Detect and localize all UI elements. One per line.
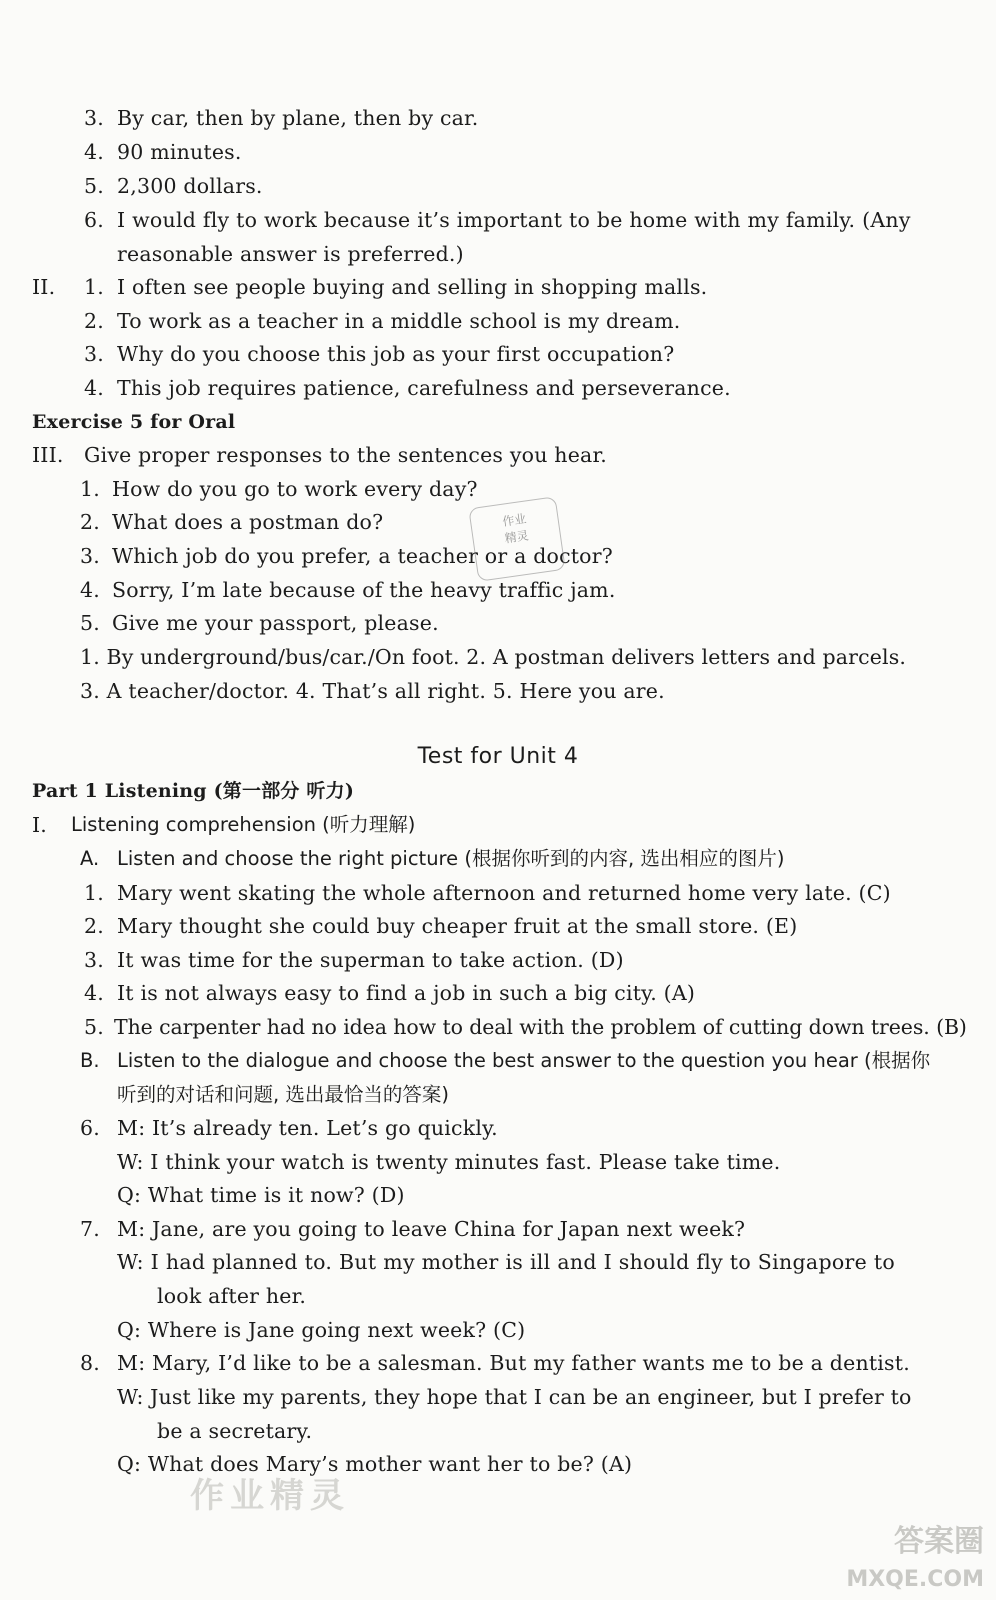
section-label: I. xyxy=(32,813,48,837)
item-number: 3. xyxy=(84,948,104,972)
item-text: Give me your passport, please. xyxy=(112,611,439,635)
item-text: This job requires patience, carefulness and perseverance. xyxy=(117,376,731,400)
item-number: 5. xyxy=(84,1015,104,1039)
speaker-w: W: I think your watch is twenty minutes fast. Please take time. xyxy=(117,1150,781,1174)
item-text: I often see people buying and selling in shopping malls. xyxy=(117,275,708,299)
answers-line: 3. A teacher/doctor. 4. That’s all right. 5. Here you are. xyxy=(80,679,665,703)
item-number: 3. xyxy=(84,106,104,130)
item-number: 6. xyxy=(80,1116,100,1140)
section-label: III. xyxy=(32,443,64,467)
subsection-label: B. xyxy=(80,1049,100,1072)
speaker-m: M: It’s already ten. Let’s go quickly. xyxy=(117,1116,498,1140)
item-number: 2. xyxy=(80,510,100,534)
speaker-w: W: I had planned to. But my mother is ill and I should fly to Singapore to xyxy=(117,1250,896,1274)
item-text: Which job do you prefer, a teacher or a doctor? xyxy=(112,544,613,568)
corner-logo: 答案圈 xyxy=(894,1524,984,1559)
item-number: 4. xyxy=(84,140,104,164)
item-text: reasonable answer is preferred.) xyxy=(117,242,464,266)
speaker-w-continued: be a secretary. xyxy=(157,1419,313,1443)
section-label: II. xyxy=(32,275,56,299)
item-text: The carpenter had no idea how to deal with the problem of cutting down trees. (B) xyxy=(114,1015,967,1039)
item-number: 4. xyxy=(84,376,104,400)
item-number: 4. xyxy=(84,981,104,1005)
subsection-label: A. xyxy=(80,847,100,870)
item-text: How do you go to work every day? xyxy=(112,477,478,501)
item-number: 6. xyxy=(84,208,104,232)
item-text: 2,300 dollars. xyxy=(117,174,263,198)
item-number: 3. xyxy=(84,342,104,366)
item-text: What does a postman do? xyxy=(112,510,384,534)
question-q: Q: What does Mary’s mother want her to be? (A) xyxy=(117,1452,633,1476)
item-number: 3. xyxy=(80,544,100,568)
part-heading: Part 1 Listening (第一部分 听力) xyxy=(32,780,355,802)
subsection-title: Listen and choose the right picture (根据你听到的内容, 选出相应的图片) xyxy=(117,847,785,870)
item-text: Mary went skating the whole afternoon and returned home very late. (C) xyxy=(117,881,891,905)
item-number: 7. xyxy=(80,1217,100,1241)
instruction-text: Give proper responses to the sentences you hear. xyxy=(84,443,607,467)
corner-url: MXQE.COM xyxy=(846,1567,984,1592)
item-text: It was time for the superman to take action. (D) xyxy=(117,948,624,972)
item-text: I would fly to work because it’s important to be home with my family. (Any xyxy=(117,208,911,232)
item-number: 8. xyxy=(80,1351,100,1375)
item-number: 2. xyxy=(84,309,104,333)
watermark-text: 作业精灵 xyxy=(190,1476,350,1516)
subsection-title: Listen to the dialogue and choose the best answer to the question you hear (根据你 xyxy=(117,1049,931,1072)
item-number: 2. xyxy=(84,914,104,938)
speaker-w: W: Just like my parents, they hope that I can be an engineer, but I prefer to xyxy=(117,1385,912,1409)
speaker-w-continued: look after her. xyxy=(157,1284,307,1308)
item-text: To work as a teacher in a middle school is my dream. xyxy=(117,309,681,333)
section-title: Listening comprehension (听力理解) xyxy=(71,813,416,836)
item-text: Why do you choose this job as your first occupation? xyxy=(117,342,675,366)
question-q: Q: What time is it now? (D) xyxy=(117,1183,405,1207)
item-number: 1. xyxy=(84,881,104,905)
stamp-text: 精灵 xyxy=(503,528,530,546)
item-text: By car, then by plane, then by car. xyxy=(117,106,479,130)
item-number: 5. xyxy=(80,611,100,635)
answers-line: 1. By underground/bus/car./On foot. 2. A postman delivers letters and parcels. xyxy=(80,645,907,669)
item-text: Mary thought she could buy cheaper fruit at the small store. (E) xyxy=(117,914,798,938)
homework-stamp xyxy=(468,496,565,582)
stamp-text: 作业 xyxy=(501,511,528,529)
subsection-title-continued: 听到的对话和问题, 选出最恰当的答案) xyxy=(117,1083,450,1106)
item-number: 4. xyxy=(80,578,100,602)
item-text: It is not always easy to find a job in such a big city. (A) xyxy=(117,981,696,1005)
question-q: Q: Where is Jane going next week? (C) xyxy=(117,1318,526,1342)
speaker-m: M: Jane, are you going to leave China for Japan next week? xyxy=(117,1217,746,1241)
speaker-m: M: Mary, I’d like to be a salesman. But my father wants me to be a dentist. xyxy=(117,1351,910,1375)
item-text: 90 minutes. xyxy=(117,140,242,164)
exercise-heading: Exercise 5 for Oral xyxy=(32,411,236,433)
test-title: Test for Unit 4 xyxy=(417,744,579,769)
item-number: 1. xyxy=(80,477,100,501)
item-number: 1. xyxy=(84,275,104,299)
item-text: Sorry, I’m late because of the heavy traffic jam. xyxy=(112,578,616,602)
item-number: 5. xyxy=(84,174,104,198)
